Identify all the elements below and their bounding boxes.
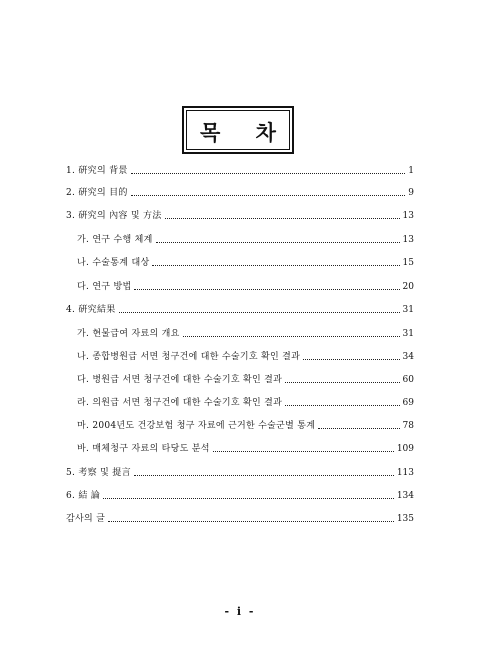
toc-entry-label: 1. 硏究의 背景	[66, 166, 128, 176]
toc-entry[interactable]	[77, 232, 414, 246]
toc-entry-page: 134	[396, 491, 414, 501]
toc-leader-dots	[134, 289, 399, 290]
toc-entry-label: 6. 結 論	[66, 491, 101, 501]
toc-entry-label: 가. 연구 수행 체계	[77, 235, 153, 245]
toc-entry-label: 다. 연구 방법	[77, 282, 132, 292]
toc-entry-label: 3. 硏究의 內容 및 方法	[66, 211, 162, 221]
page-title: 목 차	[200, 120, 290, 145]
toc-leader-dots	[103, 498, 394, 499]
toc-entry-label: 나. 종합병원급 서면 청구건에 대한 수술기호 확인 결과	[77, 352, 301, 362]
toc-entry[interactable]	[77, 279, 414, 293]
toc-entry[interactable]	[66, 302, 414, 316]
toc-entry[interactable]	[66, 208, 414, 222]
toc-entry-page: 1	[408, 166, 414, 176]
toc-entry-label: 마. 2004년도 건강보험 청구 자료에 근거한 수술군별 통계	[77, 421, 316, 431]
toc-entry[interactable]	[66, 465, 414, 479]
toc-leader-dots	[156, 242, 400, 243]
toc-entry-label: 라. 의원급 서면 청구건에 대한 수술기호 확인 결과	[77, 398, 283, 408]
toc-leader-dots	[213, 451, 394, 452]
toc-entry[interactable]	[77, 441, 414, 455]
toc-leader-dots	[152, 265, 399, 266]
page-number-footer: - i -	[224, 605, 256, 618]
toc-leader-dots	[303, 359, 399, 360]
toc-entry[interactable]	[77, 418, 414, 432]
toc-entry-label: 5. 考察 및 提言	[66, 468, 131, 478]
toc-entry-page: 109	[396, 444, 414, 454]
toc-entry-page: 135	[396, 514, 414, 524]
toc-entry-page: 60	[402, 375, 414, 385]
toc-entry-page: 113	[396, 468, 414, 478]
toc-entry[interactable]	[66, 488, 414, 502]
toc-entry-page: 34	[402, 352, 414, 362]
toc-leader-dots	[285, 382, 399, 383]
toc-entry[interactable]	[66, 185, 414, 199]
toc-entry-label: 나. 수술통계 대상	[77, 258, 150, 268]
toc-entry-page: 13	[402, 235, 414, 245]
toc-leader-dots	[131, 173, 406, 174]
toc-leader-dots	[285, 405, 399, 406]
toc-entry-page: 13	[402, 211, 414, 221]
toc-entry[interactable]	[77, 326, 414, 340]
toc-leader-dots	[183, 336, 400, 337]
toc-entry[interactable]	[77, 395, 414, 409]
toc-leader-dots	[318, 428, 399, 429]
toc-entry-page: 69	[402, 398, 414, 408]
toc-entry-page: 78	[402, 421, 414, 431]
toc-entry-label: 다. 병원급 서면 청구건에 대한 수술기호 확인 결과	[77, 375, 283, 385]
toc-entry-label: 4. 硏究結果	[66, 305, 116, 315]
toc-entry-label: 가. 현물급여 자료의 개요	[77, 329, 180, 339]
toc-leader-dots	[131, 195, 406, 196]
toc-entry-page: 31	[402, 329, 414, 339]
toc-entry-page: 31	[402, 305, 414, 315]
toc-entry-page: 20	[402, 282, 414, 292]
toc-leader-dots	[134, 475, 394, 476]
toc-entry-page: 15	[402, 258, 414, 268]
toc-leader-dots	[119, 312, 400, 313]
toc-entry[interactable]	[66, 511, 414, 525]
toc-leader-dots	[165, 218, 400, 219]
toc-entry[interactable]	[66, 163, 414, 177]
toc-entry[interactable]	[77, 372, 414, 386]
toc-leader-dots	[108, 521, 394, 522]
toc-entry[interactable]	[77, 349, 414, 363]
toc-entry[interactable]	[77, 255, 414, 269]
toc-entry-label: 바. 매체청구 자료의 타당도 분석	[77, 444, 210, 454]
toc-entry-label: 2. 硏究의 目的	[66, 188, 128, 198]
toc-entry-page: 9	[408, 188, 414, 198]
toc-entry-label: 감사의 글	[66, 514, 106, 524]
toc-title-box	[182, 106, 294, 154]
